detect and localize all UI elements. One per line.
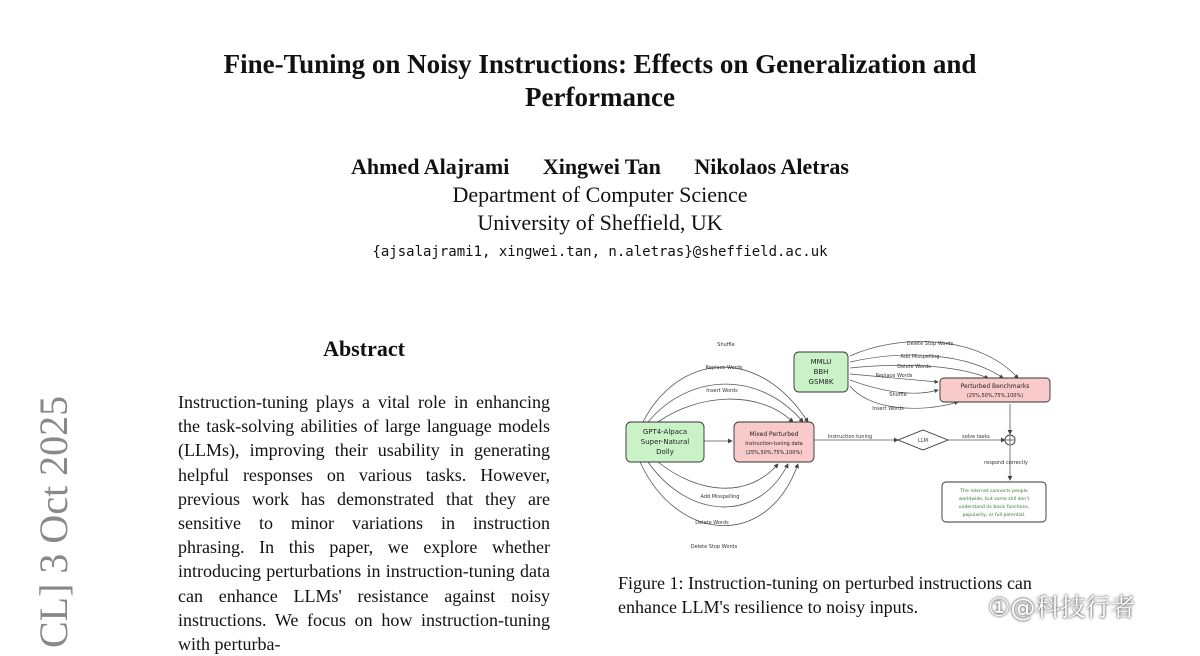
figure-caption: Figure 1: Instruction-tuning on perturbed instructions can enhance LLM's resilience to noisy inputs. [618,573,1032,617]
author-name: Xingwei Tan [542,154,661,179]
perturbation-label: Shuffle [717,342,735,348]
llm-label: LLM [918,438,928,444]
author-emails: {ajsalajrami1, xingwei.tan, n.aletras}@sheffield.ac.uk [372,244,828,260]
output-line: understand its basic functions, [958,505,1030,510]
perturbation-label: Add Misspelling [700,494,740,500]
arxiv-stamp: CL] 3 Oct 2025 [31,395,76,648]
mixed-box-line: (25%,50%,75%,100%) [745,450,803,456]
edge-label: respond correctly [984,460,1028,466]
abstract-heading: Abstract [323,336,405,361]
perturbation-label: Replace Words [875,373,913,379]
author-name: Nikolaos Aletras [694,154,849,179]
author-list [200,154,1000,180]
edge-label: Instruction tuning [827,434,873,440]
affiliation-department: Department of Computer Science [452,182,748,207]
perturbed-box-line: (25%,50%,75%,100%) [966,393,1024,399]
output-line: The internet connects people [960,489,1028,494]
perturbation-label: Delete Stop Words [690,544,738,550]
paper-title: Fine-Tuning on Noisy Instructions: Effects on Generalization and Performance [223,49,977,112]
bench-box-line: GSM8K [808,378,834,386]
perturbation-label: Insert Words [872,406,904,412]
pipeline-diagram [618,334,1058,556]
perturbation-label: Insert Words [706,388,738,394]
mixed-box-line: Mixed Perturbed [749,431,799,438]
source-box-line: GPT4-Alpaca [642,428,688,436]
mixed-box-line: Instruction-tuning data [745,441,803,447]
figure-1-diagram [618,334,1058,556]
perturbation-label: Delete Words [897,364,931,370]
watermark: ①@科技行者 [988,593,1136,622]
edge-label: solve tasks [962,434,990,440]
source-box-line: Super-Natural [640,438,690,446]
source-box-line: Dolly [656,448,674,456]
perturbation-label: Shuffle [889,392,907,398]
perturbation-label: Replace Words [705,365,743,371]
author-name: Ahmed Alajrami [351,154,510,179]
perturbation-label: Delete Stop Words [906,341,954,347]
abstract-text: Instruction-tuning plays a vital role in enhancing the task-solving abilities of large language models (LLMs), improving their usability in generating helpful responses on various tasks. However, previous work has demonstrated that they are sensitive to minor variations in instruction phrasing. In this paper, we explore whether introducing perturbations in instruction-tuning data can enhance LLMs' resistance against noisy instructions. We focus on how instruction-tuning with perturba- [178,392,550,655]
perturbed-box-line: Perturbed Benchmarks [960,383,1030,390]
perturbation-label: Add Misspelling [900,354,940,360]
affiliation-university: University of Sheffield, UK [477,210,723,235]
perturbation-label: Delete Words [695,520,729,526]
output-line: popularity, or full potential. [962,513,1026,518]
bench-box-line: BBH [813,368,829,376]
bench-box-line: MMLU [810,358,832,366]
output-line: worldwide, but some still don't [958,497,1030,502]
